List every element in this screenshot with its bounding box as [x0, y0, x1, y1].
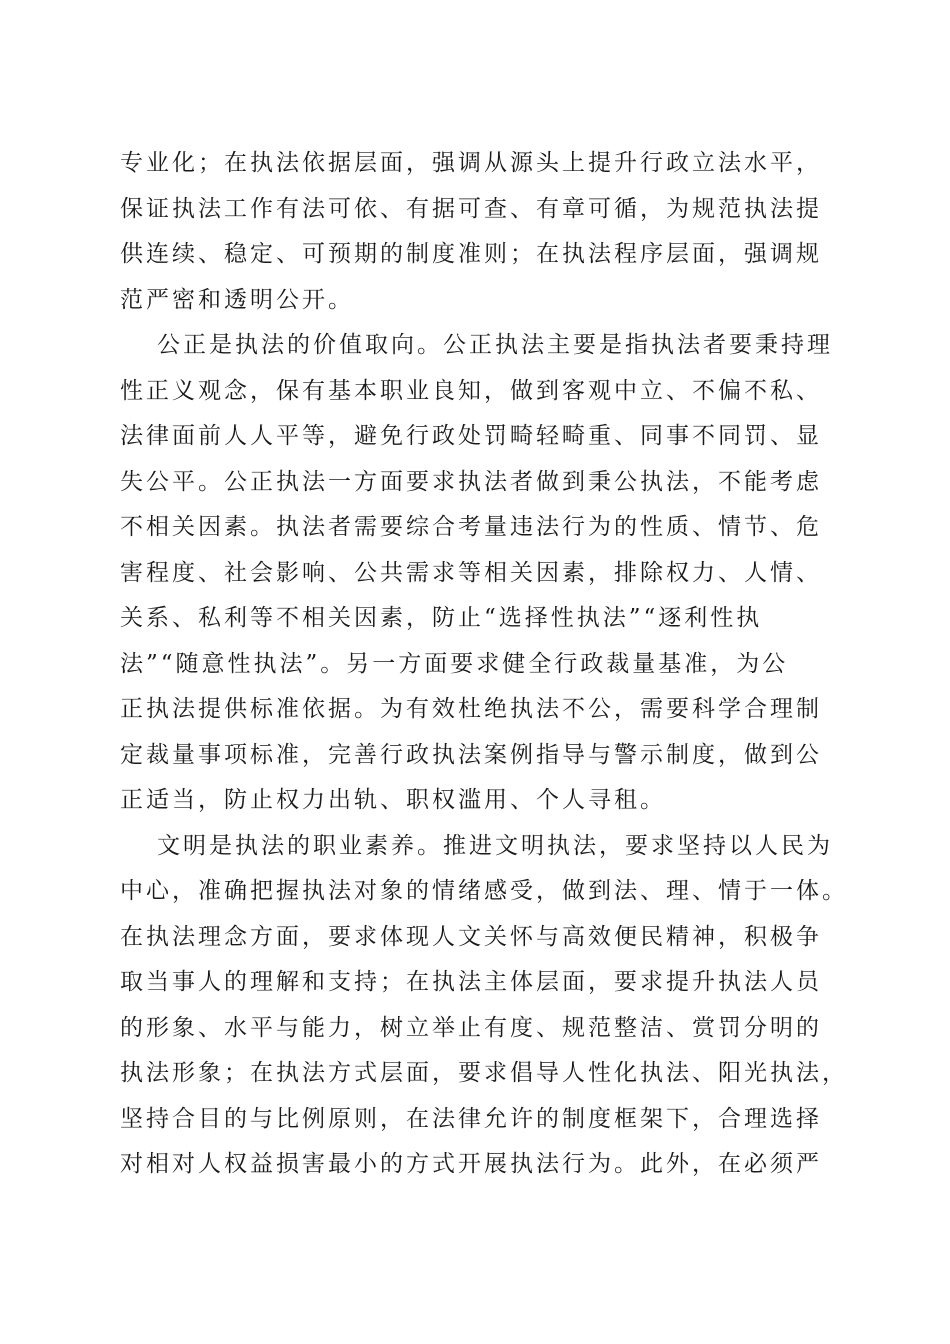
text-line: 文明是执法的职业素养。推进文明执法，要求坚持以人民为: [157, 832, 833, 859]
text-line: 对相对人权益损害最小的方式开展执法行为。此外，在必须严: [120, 1151, 822, 1177]
text-line: 失公平。公正执法一方面要求执法者做到秉公执法，不能考虑: [120, 468, 822, 495]
text-line: 不相关因素。执法者需要综合考量违法行为的性质、情节、危: [120, 514, 822, 540]
text-line: 公正是执法的价值取向。公正执法主要是指执法者要秉持理: [157, 332, 833, 358]
text-line: 害程度、社会影响、公共需求等相关因素，排除权力、人情、: [120, 559, 822, 586]
text-line: 正适当，防止权力出轨、职权滥用、个人寻租。: [120, 787, 666, 813]
text-line: 关系、私利等不相关因素，防止“选择性执法”“逐利性执: [120, 605, 763, 631]
text-line: 定裁量事项标准，完善行政执法案例指导与警示制度，做到公: [120, 741, 822, 768]
text-line: 正执法提供标准依据。为有效杜绝执法不公，需要科学合理制: [120, 696, 822, 722]
text-line: 的形象、水平与能力，树立举止有度、规范整洁、赏罚分明的: [120, 1014, 822, 1041]
text-line: 保证执法工作有法可依、有据可查、有章可循，为规范执法提: [120, 195, 822, 222]
text-line: 专业化；在执法依据层面，强调从源头上提升行政立法水平，: [120, 150, 822, 176]
text-line: 法”“随意性执法”。另一方面要求健全行政裁量基准，为公: [120, 650, 789, 677]
text-line: 性正义观念，保有基本职业良知，做到客观中立、不偏不私、: [120, 377, 822, 404]
text-line: 坚持合目的与比例原则，在法律允许的制度框架下，合理选择: [120, 1105, 822, 1132]
text-line: 执法形象；在执法方式层面，要求倡导人性化执法、阳光执法，: [120, 1060, 848, 1086]
paragraph-civility: [120, 824, 848, 1188]
text-line: 在执法理念方面，要求体现人文关怀与高效便民精神，积极争: [120, 923, 822, 950]
text-line: 范严密和透明公开。: [120, 286, 354, 313]
body-text: [120, 141, 848, 1188]
text-line: 法律面前人人平等，避免行政处罚畸轻畸重、同事不同罚、显: [120, 423, 822, 449]
paragraph-standardization-continued: [120, 141, 840, 323]
text-line: 中心，准确把握执法对象的情绪感受，做到法、理、情于一体。: [120, 878, 848, 904]
text-line: 取当事人的理解和支持；在执法主体层面，要求提升执法人员: [120, 969, 822, 995]
text-line: 供连续、稳定、可预期的制度准则；在执法程序层面，强调规: [120, 241, 822, 267]
paragraph-fairness: [120, 323, 840, 824]
